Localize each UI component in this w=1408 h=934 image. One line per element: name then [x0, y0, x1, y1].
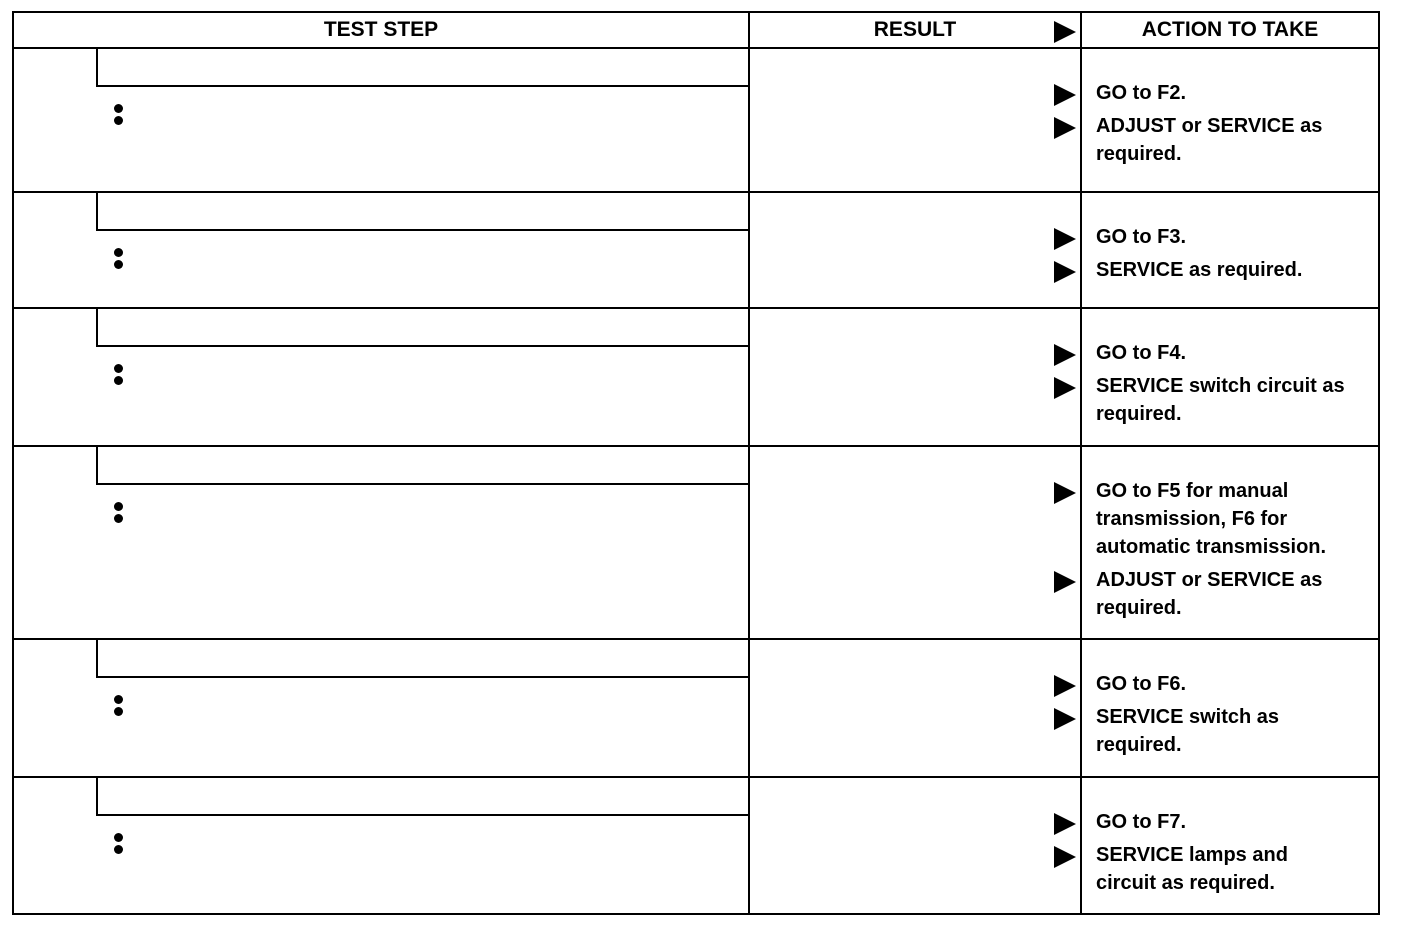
step-ref: F7: [1157, 811, 1181, 833]
action-text: for automatic transmission.: [1096, 508, 1327, 558]
step-ref: F3: [1157, 226, 1181, 248]
result-yes: [1046, 342, 1076, 368]
action-text: GO to: [1096, 82, 1158, 104]
step-bullets: [108, 824, 728, 836]
column-divider: [1080, 778, 1082, 913]
arrow-right-icon: [1054, 813, 1076, 835]
step-title: [98, 193, 748, 231]
arrow-right-icon: [1054, 228, 1076, 250]
step-row-f1: [12, 49, 1380, 193]
result-no: [1046, 844, 1076, 870]
step-title: [98, 49, 748, 87]
step-title-row: [14, 193, 748, 231]
arrow-right-icon: [1054, 675, 1076, 697]
column-divider: [748, 778, 750, 913]
step-id: [14, 447, 98, 485]
step-title: [98, 447, 748, 485]
step-id: [14, 193, 98, 231]
arrow-right-icon: [1054, 21, 1076, 43]
step-bullets: [108, 493, 728, 505]
action-no-line: ADJUST or SERVICE as: [1096, 569, 1323, 591]
column-divider: [748, 193, 750, 307]
step-row-f2: [12, 193, 1380, 309]
action-text: .: [1180, 811, 1187, 833]
step-row-f6: [12, 778, 1380, 915]
action-no: [1096, 256, 1382, 284]
action-text: GO to: [1096, 226, 1158, 248]
action-no-line: SERVICE lamps and: [1096, 844, 1288, 866]
step-id: [14, 309, 98, 347]
result-yes: [1046, 226, 1076, 252]
result-yes: [1046, 673, 1076, 699]
action-no-line: required.: [1096, 597, 1182, 619]
step-title: [98, 778, 748, 816]
result-no: [1046, 115, 1076, 141]
action-text: .: [1180, 342, 1187, 364]
action-yes: [1096, 670, 1380, 698]
action-yes: [1096, 477, 1366, 561]
action-no: [1096, 703, 1382, 759]
action-text: GO to: [1096, 342, 1158, 364]
step-bullets: [108, 239, 728, 251]
action-text: GO to: [1096, 480, 1158, 502]
step-ref: F5: [1157, 480, 1181, 502]
action-yes: [1096, 339, 1380, 367]
action-text: for manual transmission,: [1096, 480, 1289, 530]
arrow-right-icon: [1054, 377, 1076, 399]
arrow-right-icon: [1054, 84, 1076, 106]
arrow-right-icon: [1054, 571, 1076, 593]
step-row-f4: [12, 447, 1380, 640]
step-title: [98, 640, 748, 678]
column-divider: [1080, 193, 1082, 307]
step-ref: F6: [1231, 508, 1255, 530]
column-divider: [748, 640, 750, 776]
action-text: GO to: [1096, 673, 1158, 695]
action-no-line: required.: [1096, 143, 1182, 165]
step-bullets: [108, 95, 728, 107]
step-row-f5: [12, 640, 1380, 778]
action-no-line: required.: [1096, 734, 1182, 756]
step-row-f3: [12, 309, 1380, 447]
action-no: [1096, 372, 1382, 428]
action-no-line: SERVICE as required.: [1096, 259, 1303, 281]
header-test-step: TEST STEP: [12, 11, 750, 49]
arrow-right-icon: [1054, 261, 1076, 283]
step-ref: F6: [1157, 673, 1181, 695]
result-no: [1046, 569, 1076, 595]
result-no: [1046, 706, 1076, 732]
step-ref: F4: [1157, 342, 1181, 364]
step-title-row: [14, 640, 748, 678]
column-divider: [748, 49, 750, 191]
action-no: [1096, 112, 1382, 168]
step-bullets: [108, 686, 728, 698]
header-result-label: RESULT: [873, 18, 957, 41]
action-text: .: [1180, 673, 1187, 695]
action-no-line: required.: [1096, 403, 1182, 425]
step-title: [98, 309, 748, 347]
action-yes: [1096, 223, 1380, 251]
step-id: [14, 640, 98, 678]
step-id: [14, 49, 98, 87]
action-yes: [1096, 808, 1380, 836]
column-divider: [1080, 309, 1082, 445]
step-title-row: [14, 778, 748, 816]
action-no-line: circuit as required.: [1096, 872, 1275, 894]
arrow-right-icon: [1054, 344, 1076, 366]
troubleshooting-table: [12, 11, 1380, 915]
result-yes: [1046, 480, 1076, 506]
step-id: [14, 778, 98, 816]
action-no-line: SERVICE switch circuit as: [1096, 375, 1345, 397]
action-no-line: SERVICE switch as: [1096, 706, 1280, 728]
column-divider: [1080, 447, 1082, 638]
result-yes: [1046, 811, 1076, 837]
step-ref: F2: [1157, 82, 1181, 104]
column-divider: [748, 309, 750, 445]
header-result: [748, 11, 1082, 49]
action-no-line: ADJUST or SERVICE as: [1096, 115, 1323, 137]
action-text: .: [1180, 82, 1187, 104]
action-no: [1096, 566, 1382, 622]
step-title-row: [14, 49, 748, 87]
arrow-right-icon: [1054, 846, 1076, 868]
action-no: [1096, 841, 1382, 897]
arrow-right-icon: [1054, 708, 1076, 730]
arrow-right-icon: [1054, 482, 1076, 504]
action-yes: [1096, 79, 1380, 107]
result-no: [1046, 375, 1076, 401]
result-no: [1046, 259, 1076, 285]
step-title-row: [14, 309, 748, 347]
column-divider: [1080, 640, 1082, 776]
action-text: .: [1180, 226, 1187, 248]
column-divider: [1080, 49, 1082, 191]
result-yes: [1046, 82, 1076, 108]
arrow-right-icon: [1054, 117, 1076, 139]
column-divider: [748, 447, 750, 638]
header-action: ACTION TO TAKE: [1080, 11, 1380, 49]
step-bullets: [108, 355, 728, 367]
action-text: GO to: [1096, 811, 1158, 833]
step-title-row: [14, 447, 748, 485]
